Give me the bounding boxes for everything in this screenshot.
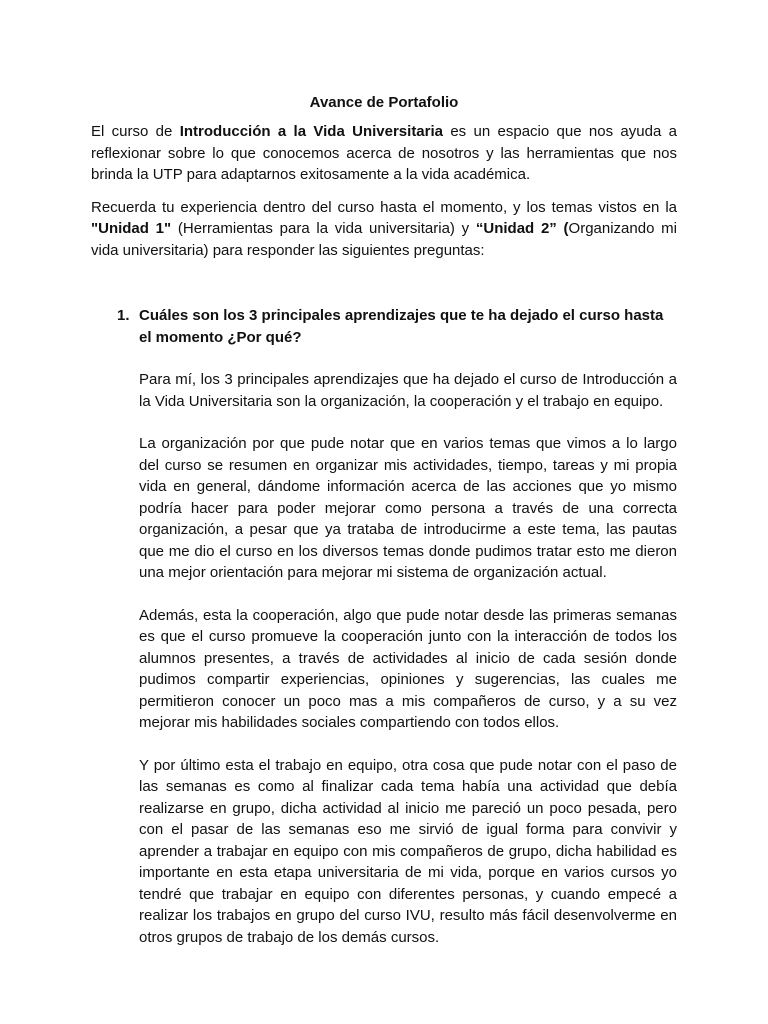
intro-paragraph-1 (91, 121, 677, 186)
intro2-unit2: “Unidad 2” ( (475, 220, 569, 237)
answer-paragraph-2: La organización por que pude notar que en varios temas que vimos a lo largo del curso se resumen en organizar mis actividades, tiempo, tareas y mi propia vida en general, dándome información acerca de las acciones que yo mismo podría hacer para poder mejorar como persona a través de una correcta organización, a pesar que ya trataba de introducirme a este tema, las pautas que me dio el curso en los diversos temas donde pudimos tratar esto me dieron una mejor orientación para mejorar mi sistema de organización actual. (139, 435, 677, 581)
intro1-text-a: El curso de (91, 123, 180, 140)
intro2-unit1: "Unidad 1" (91, 220, 172, 237)
answer-paragraph-4: Y por último esta el trabajo en equipo, otra cosa que pude notar con el paso de las semanas es como al finalizar cada tema había una actividad que debía realizarse en grupo, dicha actividad al inicio me pareció un poco pesada, pero con el pasar de las semanas eso me sirvió de igual forma para convivir y aprender a trabajar en equipo con mis compañeros de grupo, dicha habilidad es importante en esta etapa universitaria de mi vida, porque en varios cursos yo tendré que trabajar en equipo con diferentes personas, y cuando empecé a realizar los trabajos en grupo del curso IVU, resulto más fácil desenvolverme en otros grupos de trabajo de los demás cursos. (139, 756, 677, 946)
answer-paragraph-3: Además, esta la cooperación, algo que pude notar desde las primeras semanas es que el curso promueve la cooperación junto con la interacción de todos los alumnos presentes, a través de actividades al inicio de cada sesión donde pudimos compartir experiencias, opiniones y sugerencias, las cuales me permitieron conocer un poco mas a mis compañeros de curso, y a su vez mejorar mis habilidades sociales compartiendo con todos ellos. (139, 606, 677, 731)
intro-paragraph-2 (91, 197, 677, 262)
intro1-text-b: es un espacio que nos ayuda a reflexionar sobre lo que conocemos acerca de nosotros y las herramientas que nos brinda la UTP para adaptarnos exitosamente a la vida académica. (91, 123, 677, 183)
intro2-text-b: (Herramientas para la vida universitaria) y (171, 220, 476, 237)
question-number: 1. (117, 307, 130, 324)
question-block (91, 305, 677, 948)
intro2-text-a: Recuerda tu experiencia dentro del curso hasta el momento, y los temas vistos en la (91, 198, 677, 216)
intro1-course-name: Introducción a la Vida Universitaria (179, 123, 443, 140)
page-title: Avance de Portafolio (309, 94, 459, 111)
question-body (139, 305, 677, 948)
intro2-text-c: Organizando mi vida universitaria) para responder las siguientes preguntas: (91, 220, 677, 259)
question-text: Cuáles son los 3 principales aprendizajes que te ha dejado el curso hasta el momento ¿Por qué? (139, 307, 664, 346)
answer-paragraph-1: Para mí, los 3 principales aprendizajes que ha dejado el curso de Introducción a la Vida Universitaria son la organización, la cooperación y el trabajo en equipo. (139, 371, 677, 410)
